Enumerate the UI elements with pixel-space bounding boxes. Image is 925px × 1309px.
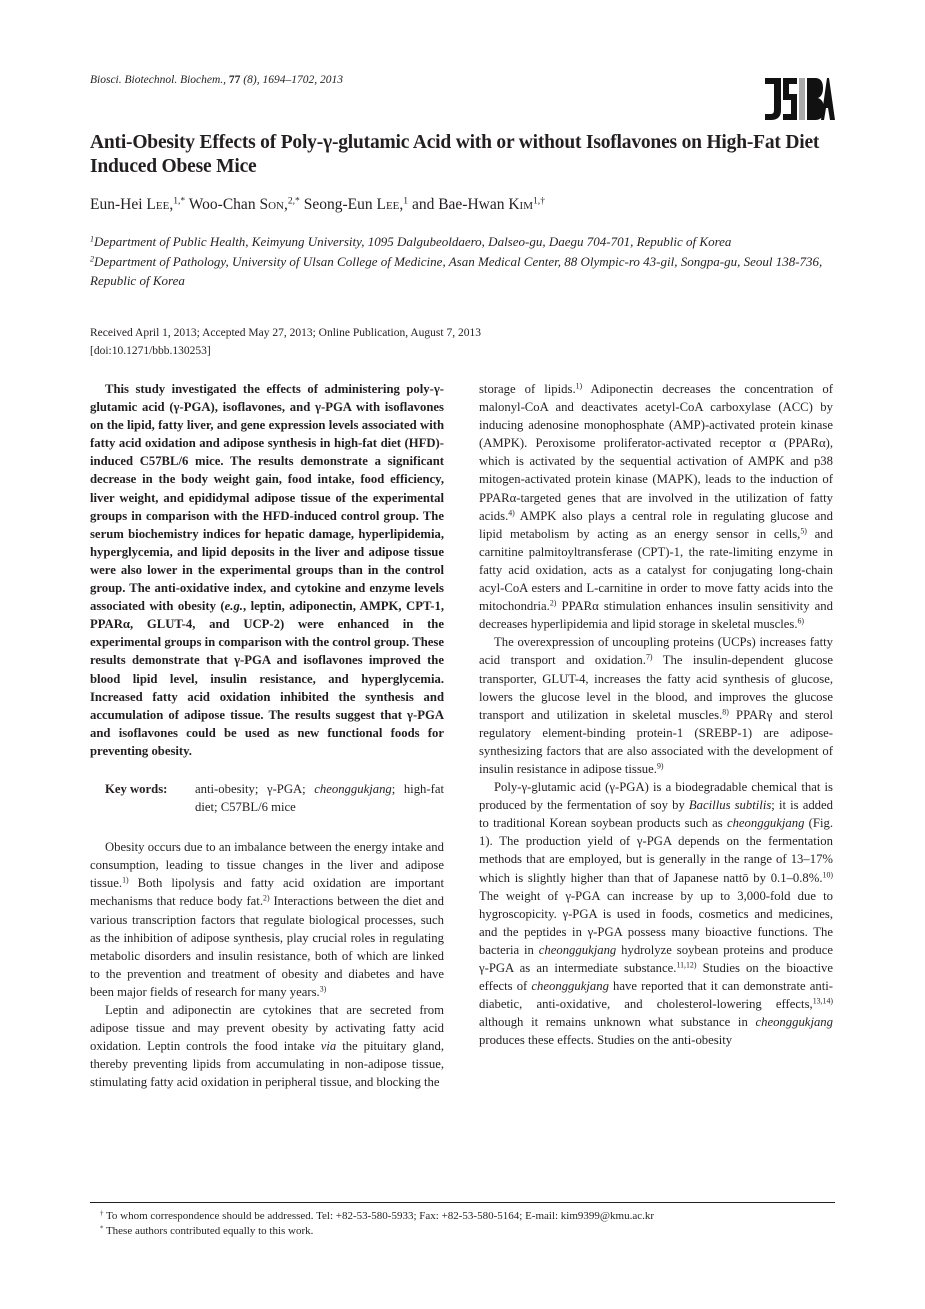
affiliation <box>90 252 850 291</box>
affiliation-text: Department of Public Health, Keimyung University, 1095 Dalgubeoldaero, Dalseo-gu, Daegu 704-701, Republic of Korea <box>94 234 732 249</box>
footnote-text: To whom correspondence should be addressed. Tel: +82-53-580-5933; Fax: +82-53-580-5164; E-mail: kim9399@kmu.ac.kr <box>103 1210 655 1222</box>
author <box>189 196 300 213</box>
italic-term: cheonggukjang <box>726 816 805 831</box>
text-run: produces these effects. Studies on the anti-obesity <box>479 1033 733 1048</box>
citation-ref: 4) <box>508 508 515 518</box>
text-run: This study investigated the effects of administering poly-γ-glutamic acid (γ-PGA), isoflavones, and γ-PGA with isoflavones on the lipid, fatty liver, and gene expression levels associated with fatty acid oxidation and adipose synthesis in high-fat diet (HFD)-induced C57BL/6 mice. The results demonstrate a significant decrease in the body weight gain, food intake, food efficiency, liver weight, and epididymal adipose tissue of the experimental groups in comparison with the HFD-induced control group. The serum biochemistry indices for hepatic damage, hyperlipidemia, hyperglycemia, and lipid deposits in the liver and adipose tissue were also lower in the experimental groups than in the control group. The anti-oxidative index, and cytokine and enzyme levels associated with obesity ( <box>90 382 444 614</box>
comma: , <box>283 196 288 213</box>
body-paragraph <box>479 633 833 778</box>
author-family-name: Lee <box>376 196 400 213</box>
received-accepted-dates: Received April 1, 2013; Accepted May 27, 2013; Online Publication, August 7, 2013 <box>90 327 481 339</box>
jsba-logo <box>763 76 835 122</box>
text-run: although it remains unknown what substance in <box>479 1015 756 1030</box>
affiliation-text: Department of Pathology, University of Ulsan College of Medicine, Asan Medical Center, 88 Olympic-ro 43-gil, Songpa-gu, Seoul 138-736, Republic of Korea <box>90 253 823 288</box>
comma: , <box>169 196 174 213</box>
author-family-name: Son <box>259 196 284 213</box>
footnote-mark: † <box>100 1210 104 1218</box>
author <box>412 196 545 213</box>
author-affiliation-mark: 1,* <box>173 195 186 207</box>
citation-ref: 9) <box>656 761 664 771</box>
keywords <box>90 780 444 816</box>
paper-title: Anti-Obesity Effects of Poly-γ-glutamic Acid with or without Isoflavones on High-Fat Diet Induced Obese Mice <box>90 132 820 177</box>
text-run: ; high-fat diet; C57BL/6 mice <box>195 781 444 815</box>
right-column <box>479 380 833 1049</box>
journal-volume: 77 <box>228 74 241 86</box>
citation-ref: 3) <box>319 984 327 994</box>
citation-ref: 2) <box>549 598 557 608</box>
author-given-name: Seong-Eun <box>303 196 377 213</box>
journal-citation <box>90 74 343 86</box>
author-given-name: Eun-Hei <box>90 196 147 213</box>
citation-ref: 5) <box>800 526 807 536</box>
keywords-value <box>195 780 444 816</box>
footnote-divider <box>90 1202 835 1203</box>
comma: , <box>399 196 404 213</box>
text-run: Studies on the bioactive effects of <box>479 961 833 994</box>
text-run: hydrolyze soybean proteins and produce γ-PGA as an intermediate substance. <box>479 942 833 975</box>
italic-term: via <box>320 1039 337 1054</box>
author-list <box>90 196 545 214</box>
body-paragraph <box>90 1001 444 1091</box>
text-run: The overexpression of uncoupling proteins (UCPs) increases fatty acid transport and oxidation. <box>479 635 833 668</box>
author-family-name: Lee <box>146 196 170 213</box>
text-run: Leptin and adiponectin are cytokines that are secreted from adipose tissue and may prevent obesity by activating fatty acid oxidation. Leptin controls the food intake <box>90 1003 444 1054</box>
text-run: Both lipolysis and fatty acid oxidation are important mechanisms that reduce body fat. <box>90 876 444 909</box>
italic-term: cheonggukjang <box>538 942 617 957</box>
citation-ref: 2) <box>263 894 270 904</box>
footnote <box>90 1209 654 1224</box>
citation-ref: 8) <box>722 707 729 717</box>
journal-issue-pages: (8), 1694–1702, 2013 <box>240 74 343 86</box>
keywords-label: Key words: <box>105 781 168 796</box>
author <box>90 196 185 213</box>
author-affiliation-mark: 2,* <box>287 195 300 207</box>
citation-ref: 13,14) <box>812 996 833 1006</box>
author-given-name: Woo-Chan <box>188 196 260 213</box>
body-paragraph <box>479 380 833 633</box>
affiliation-mark: 1 <box>90 234 95 244</box>
text-run: Adiponectin decreases the concentration of malonyl-CoA and deactivates acetyl-CoA carboxylase (ACC) by inducing adenosine monophosphate (AMP)-activated protein kinase (AMPK). Peroxisome proliferator-activated receptor α (PPARα), which is activated by the sequential activation of AMPK and p38 mitogen-activated protein kinase (MAPK), leads to the induction of PPARα-targeted genes that are involved in the utilization of fatty acids. <box>479 382 833 523</box>
italic-term: Bacillus subtilis <box>688 798 772 813</box>
text-run: the pituitary gland, thereby preventing lipids from accumulating in non-adipose tissue, stimulating fatty acid oxidation in peripheral tissue, and blocking the <box>90 1039 444 1090</box>
author-affiliation-mark: 1,† <box>533 195 545 207</box>
footnote-mark: * <box>100 1225 104 1233</box>
abstract <box>90 380 444 760</box>
text-run: ; it is added to traditional Korean soybean products such as <box>479 798 833 831</box>
author-affiliation-mark: 1 <box>403 195 409 207</box>
italic-term: e.g. <box>224 599 243 614</box>
affiliation-mark: 2 <box>90 254 95 264</box>
citation-ref: 6) <box>797 616 805 626</box>
italic-term: cheonggukjang <box>755 1015 833 1030</box>
citation-ref: 1) <box>575 381 583 391</box>
author-family-name: Kim <box>508 196 533 213</box>
text-run: Poly-γ-glutamic acid (γ-PGA) is a biodegradable chemical that is produced by the fermentation of soy by <box>479 780 833 813</box>
citation-ref: 10) <box>822 870 833 880</box>
citation-ref: 11,12) <box>676 960 697 970</box>
text-run: (Fig. 1). The production yield of γ-PGA depends on the fermentation methods that are employed, but is generally in the range of 13–17% which is slightly higher than that of Japanese nattō by 0.1–0.8%. <box>479 816 833 885</box>
affiliation <box>90 232 850 252</box>
text-run: have reported that it can demonstrate anti-diabetic, anti-oxidative, and cholesterol-lowering effects, <box>479 979 833 1012</box>
author <box>304 196 408 213</box>
text-run: The weight of γ-PGA can increase by up to 3,000-fold due to hygroscopicity. γ-PGA is used in foods, cosmetics and medicines, and the peptides in γ-PGA possess many bioactive functions. The bacteria in <box>479 888 833 957</box>
text-run: AMPK also plays a central role in regulating glucose and lipid metabolism by acting as an energy sensor in cells, <box>479 508 833 541</box>
text-run: PPARγ and sterol regulatory element-binding protein-1 (SREBP-1) are adipose-synthesizing factors that are also associated with the development of insulin resistance in adipose tissue. <box>479 707 834 776</box>
publication-dates <box>90 324 481 360</box>
text-run: anti-obesity; γ-PGA; <box>195 781 315 796</box>
journal-name: Biosci. Biotechnol. Biochem., <box>90 74 227 86</box>
text-run: The insulin-dependent glucose transporter, GLUT-4, increases the fatty acid synthesis of glucose, lowers the glucose level in the blood, and improves the glucose transport and utilization in skeletal muscles. <box>479 653 833 722</box>
italic-term: cheonggukjang <box>531 979 609 994</box>
doi: [doi:10.1271/bbb.130253] <box>90 345 211 357</box>
text-run: Obesity occurs due to an imbalance between the energy intake and consumption, leading to tissue changes in the liver and adipose tissue. <box>90 840 444 891</box>
body-paragraph <box>90 838 444 1001</box>
citation-ref: 7) <box>645 653 653 663</box>
citation-ref: 1) <box>122 876 129 886</box>
text-run: Interactions between the diet and various transcription factors that regulate biological processes, such as the inhibition of adipose synthesis, play crucial roles in regulating metabolic disorders and insulin resistance, both of which are linked to the prevention and treatment of obesity and diabetes and have been major fields of research for many years. <box>90 894 444 999</box>
text-run: , leptin, adiponectin, AMPK, CPT-1, PPARα, GLUT-4, and UCP-2) were enhanced in the experimental groups in comparison with the control group. These results demonstrate that γ-PGA and isoflavones improved the blood lipid level, insulin resistance, and hyperglycemia. Increased fatty acid oxidation inhibited the synthesis and accumulation of adipose tissue. The results suggest that γ-PGA and isoflavones could be used as new functional foods for preventing obesity. <box>90 599 444 758</box>
author-given-name: and Bae-Hwan <box>411 196 509 213</box>
italic-term: cheonggukjang <box>314 781 392 796</box>
body-paragraph <box>479 778 833 1049</box>
footnote <box>90 1224 654 1239</box>
footnotes <box>90 1209 654 1239</box>
text-run: and carnitine palmitoyltransferase (CPT)-1, the rate-limiting enzyme in fatty acid oxidation, acts as a catalyst for conjugating long-chain acyl-CoA esters and L-carnitine in order to move fatty acids into the mitochondria. <box>479 526 833 614</box>
affiliations <box>90 232 850 291</box>
text-run: storage of lipids. <box>479 382 576 396</box>
left-column <box>90 380 444 1091</box>
text-run: PPARα stimulation enhances insulin sensitivity and decreases hyperlipidemia and lipid storage in skeletal muscles. <box>479 599 833 632</box>
footnote-text: These authors contributed equally to this work. <box>103 1225 314 1237</box>
